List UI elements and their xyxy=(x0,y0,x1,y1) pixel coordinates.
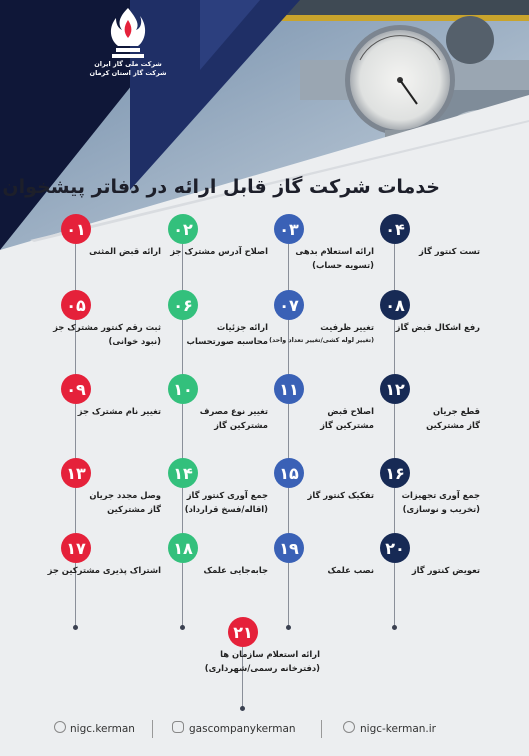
service-label xyxy=(78,404,161,418)
footer-social-bar xyxy=(0,708,529,756)
connector-line xyxy=(394,563,395,628)
footer-telegram-handle[interactable]: nigc.kerman xyxy=(70,723,135,735)
service-title: قطع جریان xyxy=(433,406,480,416)
service-title: جمع آوری تجهیزات xyxy=(401,490,480,500)
service-subtitle: مشترکین گاز xyxy=(214,420,268,430)
service-number-badge: ۱۲ xyxy=(380,374,410,404)
service-title: نصب علمک xyxy=(327,565,374,575)
service-number-badge: ۱۴ xyxy=(168,458,198,488)
service-number-badge: ۱۹ xyxy=(274,533,304,563)
service-label xyxy=(412,563,480,577)
service-number-badge: ۲۰ xyxy=(380,533,410,563)
service-label xyxy=(89,244,161,258)
service-number-badge: ۰۹ xyxy=(61,374,91,404)
service-subtitle: (اقاله/فسخ قرارداد) xyxy=(184,504,268,514)
service-label xyxy=(419,244,480,258)
service-label xyxy=(402,488,480,516)
service-label xyxy=(269,320,374,348)
service-number-badge: ۱۶ xyxy=(380,458,410,488)
page-title: خدمات شرکت گاز قابل ارائه در دفاتر پیشخوان xyxy=(2,176,440,198)
service-number-badge: ۱۰ xyxy=(168,374,198,404)
service-title: ارائه جزئیات xyxy=(216,322,268,332)
service-title: تغییر نام مشترک جز xyxy=(77,406,161,416)
service-label xyxy=(320,404,374,432)
connector-line xyxy=(182,563,183,628)
service-subtitle: گاز مشترکین xyxy=(107,504,161,514)
footer-divider xyxy=(152,720,153,738)
service-label xyxy=(89,488,161,516)
service-label xyxy=(205,647,320,675)
instagram-icon xyxy=(172,721,184,733)
service-number-badge: ۰۱ xyxy=(61,214,91,244)
service-number-badge: ۱۳ xyxy=(61,458,91,488)
connector-line xyxy=(394,404,395,464)
service-title: ارائه قبض المثنی xyxy=(89,246,161,256)
service-number-badge: ۰۴ xyxy=(380,214,410,244)
telegram-icon xyxy=(54,721,66,733)
service-label xyxy=(308,488,375,502)
service-number-badge: ۰۳ xyxy=(274,214,304,244)
service-label xyxy=(426,404,480,432)
service-subtitle: (نبود خوانی) xyxy=(108,336,161,346)
logo-company-line1: شرکت ملی گاز ایران xyxy=(94,60,162,68)
service-subtitle: مشترکین گاز xyxy=(320,420,374,430)
footer-website[interactable]: nigc-kerman.ir xyxy=(360,723,436,735)
service-label xyxy=(295,244,374,272)
service-number-badge: ۱۷ xyxy=(61,533,91,563)
service-subtitle: (تغییر لوله کشی/تغییر تعداد واحد) xyxy=(269,337,374,344)
service-label xyxy=(185,488,268,516)
service-label xyxy=(327,563,374,577)
service-subtitle: (تسویه حساب) xyxy=(312,260,374,270)
service-title: اشتراک پذیری مشترکین جز xyxy=(47,565,161,575)
connector-line xyxy=(288,563,289,628)
footer-instagram-handle[interactable]: gascompanykerman xyxy=(189,723,296,735)
service-title: وصل مجدد جریان xyxy=(89,490,161,500)
service-number-badge: ۱۸ xyxy=(168,533,198,563)
logo-flame-icon xyxy=(106,6,150,60)
service-number-badge: ۰۵ xyxy=(61,290,91,320)
service-title: تعویض کنتور گاز xyxy=(411,565,480,575)
service-number-badge: ۰۷ xyxy=(274,290,304,320)
service-title: رفع اشکال قبض گاز xyxy=(395,322,480,332)
service-number-badge: ۲۱ xyxy=(228,617,258,647)
service-label xyxy=(53,320,161,348)
service-title: تست کنتور گاز xyxy=(419,246,480,256)
service-number-badge: ۰۶ xyxy=(168,290,198,320)
service-title: ارائه استعلام سازمان ها xyxy=(220,649,320,659)
connector-line xyxy=(288,404,289,464)
service-number-badge: ۰۸ xyxy=(380,290,410,320)
service-subtitle: محاسبه صورتحساب xyxy=(186,336,268,346)
service-title: تفکیک کنتور گاز xyxy=(307,490,374,500)
service-label xyxy=(204,563,268,577)
company-logo xyxy=(88,6,168,78)
service-subtitle: (دفترخانه رسمی/شهرداری) xyxy=(204,663,320,673)
service-label xyxy=(396,320,480,334)
service-title: جمع آوری کنتور گاز xyxy=(186,490,268,500)
service-number-badge: ۰۲ xyxy=(168,214,198,244)
service-label xyxy=(170,244,268,258)
service-title: اصلاح قبض xyxy=(327,406,374,416)
website-icon xyxy=(343,721,355,733)
service-title: ثبت رقم کنتور مشترک جز xyxy=(53,322,161,332)
logo-company-line2: شرکت گاز استان کرمان xyxy=(89,69,167,77)
connector-line xyxy=(182,320,183,380)
connector-line xyxy=(75,404,76,464)
service-subtitle: گاز مشترکین xyxy=(426,420,480,430)
service-title: تغییر نوع مصرف xyxy=(199,406,268,416)
service-title: اصلاح آدرس مشترک جز xyxy=(170,246,268,256)
service-number-badge: ۱۵ xyxy=(274,458,304,488)
service-title: تغییر ظرفیت xyxy=(320,322,374,332)
connector-line xyxy=(182,404,183,464)
service-title: ارائه استعلام بدهی xyxy=(295,246,374,256)
footer-divider xyxy=(321,720,322,738)
service-label xyxy=(48,563,161,577)
header-illustration xyxy=(0,0,529,250)
service-subtitle: (تخریب و نوسازی) xyxy=(402,504,480,514)
service-title: جابه‌جایی علمک xyxy=(203,565,268,575)
service-number-badge: ۱۱ xyxy=(274,374,304,404)
service-label xyxy=(200,404,268,432)
service-label xyxy=(187,320,268,348)
